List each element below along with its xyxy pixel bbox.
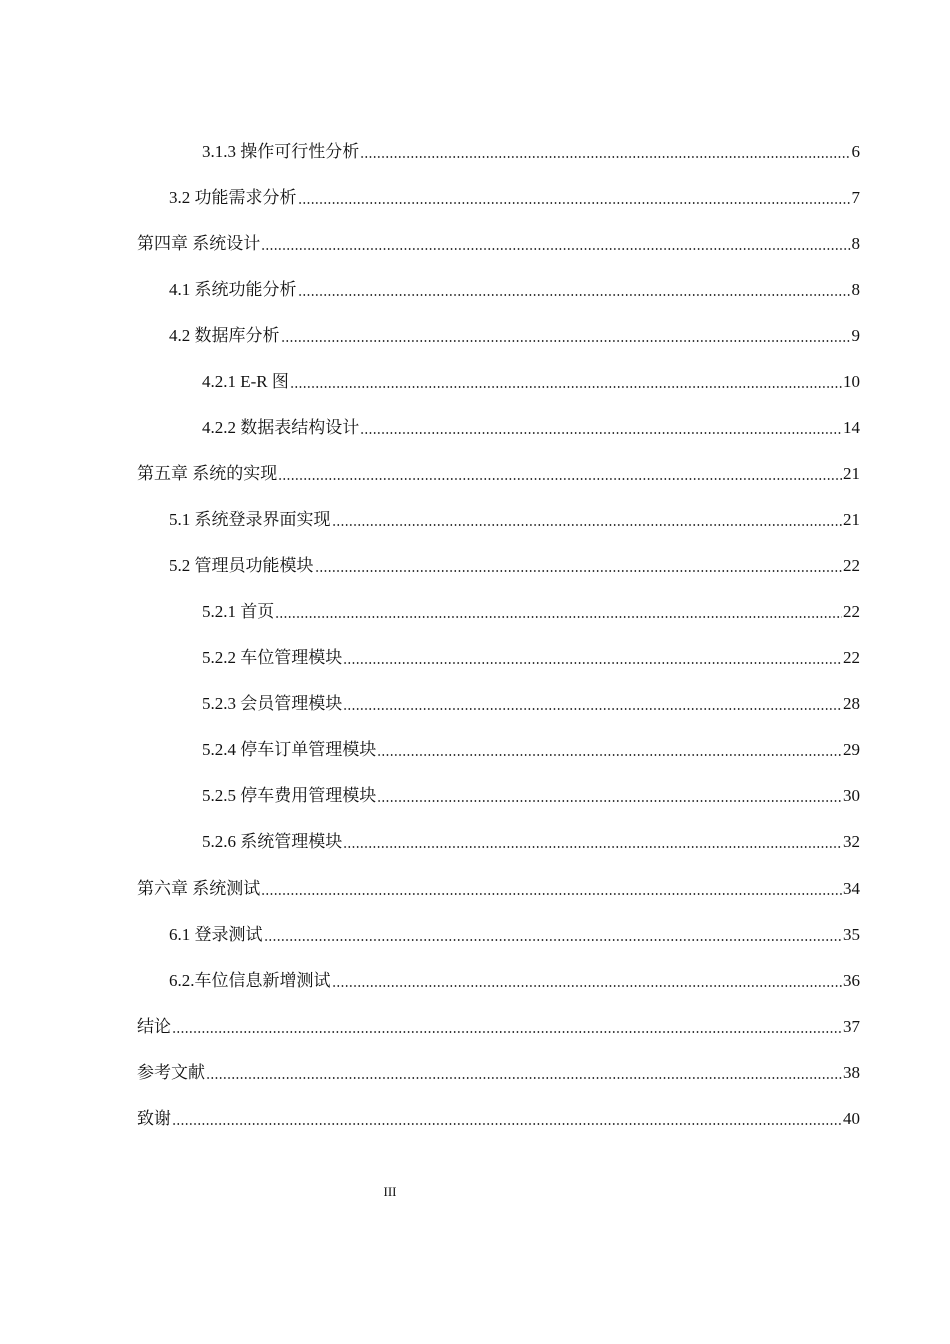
toc-entry[interactable] [137,230,860,254]
toc-entry-page: 7 [851,188,860,207]
toc-entry-page: 22 [843,602,860,621]
toc-entry-page: 22 [843,648,860,667]
toc-entry-label: 4.2.2 数据表结构设计 [202,418,360,437]
dot-leader [332,985,843,987]
toc-entry-page: 36 [843,971,860,990]
toc-entry[interactable] [202,736,860,760]
dot-leader [360,156,850,158]
toc-entry-label: 5.2.2 车位管理模块 [202,648,343,667]
toc-entry-page: 32 [843,832,860,851]
dot-leader [261,248,850,250]
toc-entry-page: 6 [851,142,860,161]
dot-leader [290,386,842,388]
toc-entry-page: 8 [851,280,860,299]
dot-leader [377,754,842,756]
toc-entry-label: 5.2 管理员功能模块 [169,556,314,575]
toc-entry-page: 21 [843,464,860,483]
toc-entry[interactable] [137,875,860,899]
toc-entry[interactable] [202,368,860,392]
dot-leader [298,294,851,296]
toc-entry[interactable] [169,184,860,208]
toc-entry[interactable] [202,598,860,622]
toc-entry[interactable] [202,138,860,162]
dot-leader [281,340,851,342]
toc-entry[interactable] [169,921,860,945]
toc-entry-label: 6.1 登录测试 [169,925,263,944]
toc-entry[interactable] [202,690,860,714]
dot-leader [343,662,842,664]
toc-entry-label: 5.2.4 停车订单管理模块 [202,740,377,759]
toc-entry-label: 4.2.1 E-R 图 [202,372,289,391]
dot-leader [298,202,851,204]
toc-entry[interactable] [169,967,860,991]
dot-leader [278,478,842,480]
toc-entry[interactable] [169,276,860,300]
toc-entry-page: 8 [851,234,860,253]
dot-leader [332,524,843,526]
toc-entry-page: 9 [851,326,860,345]
dot-leader [360,432,842,434]
toc-entry-page: 28 [843,694,860,713]
dot-leader [264,939,843,941]
dot-leader [172,1123,842,1125]
toc-entry-label: 3.1.3 操作可行性分析 [202,142,360,161]
toc-entry[interactable] [137,1059,860,1083]
toc-entry-label: 5.1 系统登录界面实现 [169,510,331,529]
toc-entry[interactable] [202,782,860,806]
toc-entry-page: 35 [843,925,860,944]
toc-entry-page: 10 [843,372,860,391]
toc-entry-page: 37 [843,1017,860,1036]
toc-entry-page: 38 [843,1063,860,1082]
dot-leader [315,570,843,572]
toc-entry-page: 14 [843,418,860,437]
toc-entry-page: 29 [843,740,860,759]
dot-leader [172,1031,842,1033]
toc-entry-label: 4.1 系统功能分析 [169,280,297,299]
toc-entry[interactable] [137,460,860,484]
toc-entry[interactable] [202,414,860,438]
toc-entry-page: 40 [843,1109,860,1128]
toc-entry-label: 5.2.5 停车费用管理模块 [202,786,377,805]
toc-entry-page: 22 [843,556,860,575]
page-number: III [383,1184,397,1199]
toc-entry-label: 6.2.车位信息新增测试 [169,971,331,990]
toc-entry[interactable] [169,506,860,530]
toc-entry[interactable] [137,1105,860,1129]
toc-entry-label: 第六章 系统测试 [137,879,261,898]
dot-leader [343,846,842,848]
toc-entry[interactable] [202,644,860,668]
dot-leader [343,708,842,710]
toc-entry-page: 30 [843,786,860,805]
toc-entry[interactable] [137,1013,860,1037]
dot-leader [206,1077,842,1079]
toc-entry[interactable] [202,828,860,852]
toc-entry-page: 34 [843,879,860,898]
toc-entry[interactable] [169,322,860,346]
toc-entry-label: 致谢 [137,1109,171,1128]
toc-entry-label: 参考文献 [137,1063,205,1082]
dot-leader [275,616,842,618]
toc-entry-label: 5.2.6 系统管理模块 [202,832,343,851]
dot-leader [261,893,842,895]
toc-entry-label: 第五章 系统的实现 [137,464,278,483]
toc-entry-label: 结论 [137,1017,171,1036]
toc-entry-label: 第四章 系统设计 [137,234,261,253]
toc-entry-label: 3.2 功能需求分析 [169,188,297,207]
toc-entry-page: 21 [843,510,860,529]
toc-entry-label: 5.2.1 首页 [202,602,275,621]
toc-entry-label: 4.2 数据库分析 [169,326,280,345]
toc-entry[interactable] [169,552,860,576]
toc-entry-label: 5.2.3 会员管理模块 [202,694,343,713]
dot-leader [377,800,842,802]
